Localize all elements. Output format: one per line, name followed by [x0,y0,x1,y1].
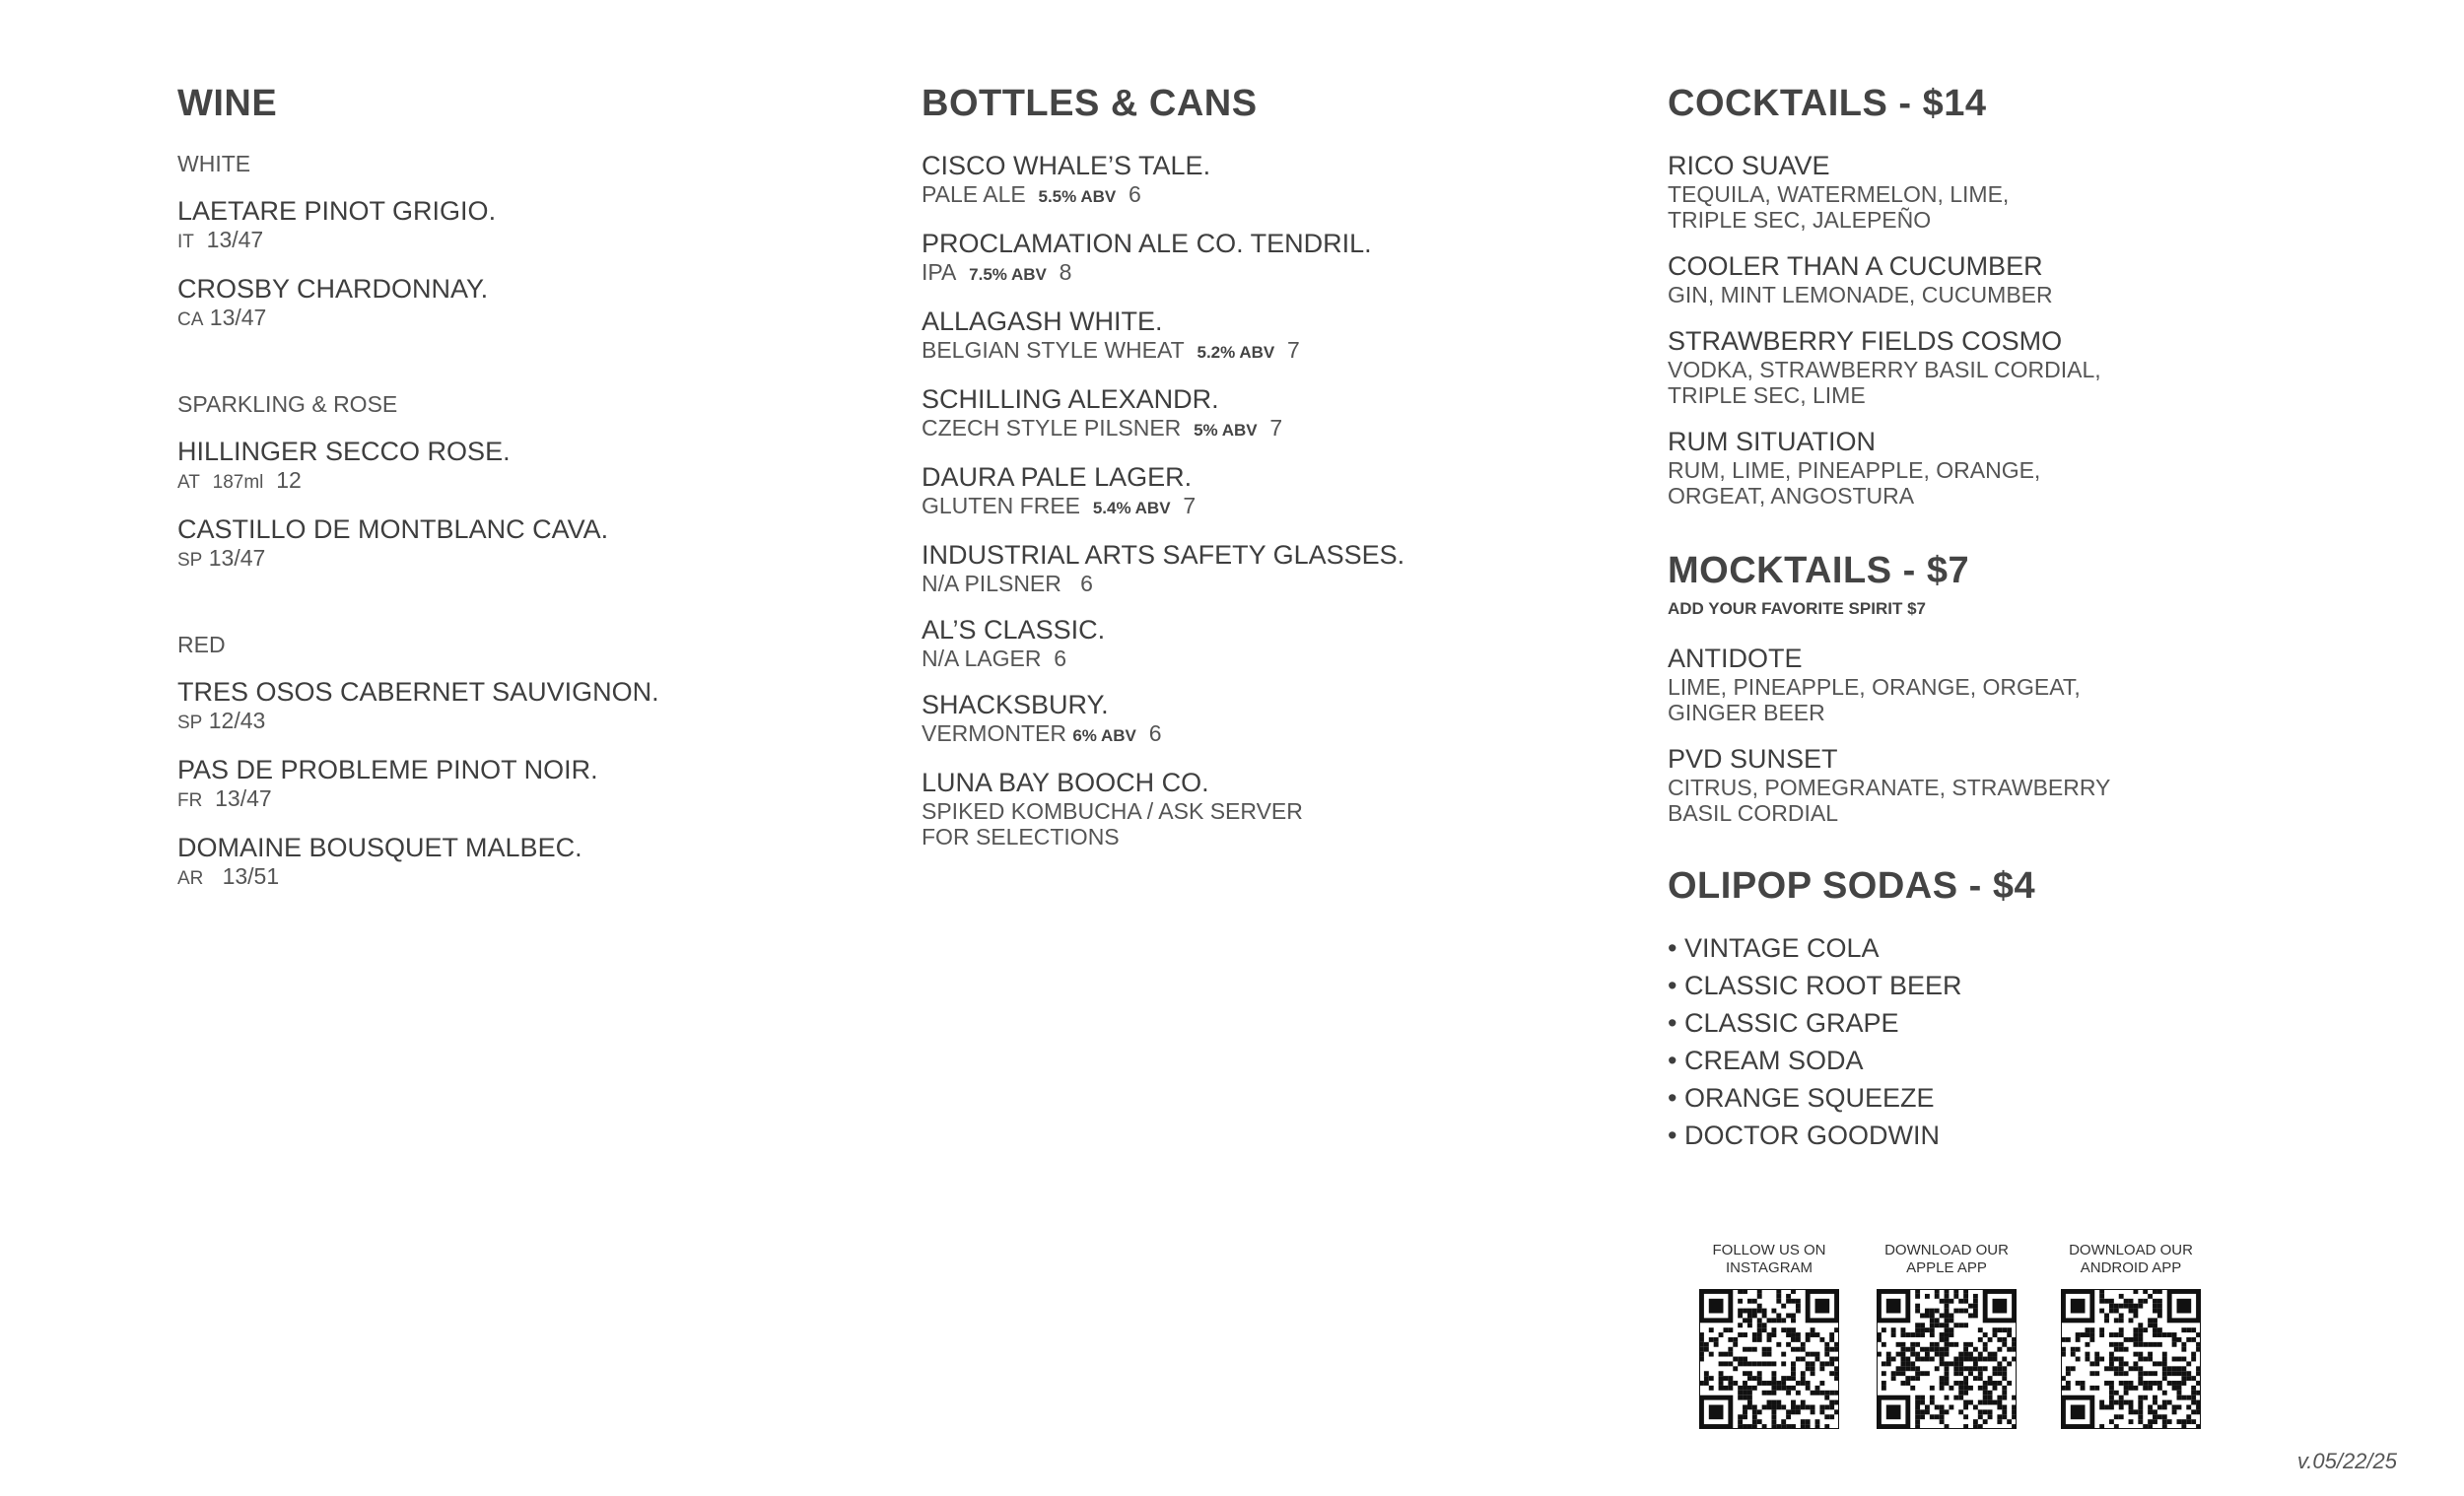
wine-origin: SP [177,713,203,733]
wine-name: HILLINGER SECCO ROSE. [177,437,511,466]
wine-price: 13/47 [209,305,267,330]
wine-price: 12 [276,467,302,493]
beer-name: SHACKSBURY. [922,690,1109,719]
wine-item [177,832,867,892]
wine-column [177,81,867,910]
beer-name: AL’S CLASSIC. [922,615,1106,645]
wine-item [177,676,867,736]
cocktail-item [1668,325,2397,408]
beer-item [922,539,1611,596]
cocktail-name: COOLER THAN A CUCUMBER [1668,251,2043,281]
soda-item: • CREAM SODA [1668,1046,1864,1075]
beer-item [922,767,1611,850]
version-label: v.05/22/25 [2296,1449,2397,1473]
beer-item [922,689,1611,749]
wine-section-sparkling-label: SPARKLING & ROSE [177,391,398,417]
wine-name: CROSBY CHARDONNAY. [177,274,489,304]
beer-style: IPA [922,259,957,285]
beer-price: 7 [1269,415,1283,441]
beer-name: ALLAGASH WHITE. [922,306,1163,336]
cocktail-name: RUM SITUATION [1668,427,1876,456]
beer-style: PALE ALE [922,181,1026,207]
cocktail-ingredients-continued: TRIPLE SEC, LIME [1668,382,1866,408]
mocktail-ingredients: LIME, PINEAPPLE, ORANGE, ORGEAT, [1668,674,2081,700]
instagram-qr-code-icon[interactable] [1699,1289,1839,1429]
beer-name: LUNA BAY BOOCH CO. [922,768,1209,797]
soda-item: • CLASSIC ROOT BEER [1668,971,1962,1000]
mocktail-item [1668,743,2397,826]
android-app-qr-code-icon[interactable] [2061,1289,2201,1429]
beer-name: PROCLAMATION ALE CO. TENDRIL. [922,229,1372,258]
wine-origin: AR [177,868,204,889]
soda-item: • ORANGE SQUEEZE [1668,1083,1935,1113]
beer-price: 7 [1287,337,1300,363]
beer-style: VERMONTER [922,720,1066,746]
mocktails-note: ADD YOUR FAVORITE SPIRIT $7 [1668,599,1926,618]
wine-name: TRES OSOS CABERNET SAUVIGNON. [177,677,659,707]
drinks-column [1668,81,2397,1157]
wine-heading: WINE [177,83,278,124]
beer-style: N/A LAGER [922,646,1042,671]
wine-price: 12/43 [208,708,266,733]
bottles-heading: BOTTLES & CANS [922,83,1258,124]
apple-app-qr-code-icon[interactable] [1877,1289,2017,1429]
wine-item [177,754,867,814]
cocktail-ingredients-continued: TRIPLE SEC, JALEPEÑO [1668,207,1932,233]
beer-abv: 5.5% ABV [1038,187,1117,206]
beer-name: SCHILLING ALEXANDR. [922,384,1219,414]
wine-price: 13/47 [215,785,272,811]
beer-abv: 5.2% ABV [1197,343,1275,362]
mocktail-name: PVD SUNSET [1668,744,1838,774]
beer-name: CISCO WHALE’S TALE. [922,151,1211,180]
soda-item: • DOCTOR GOODWIN [1668,1121,1940,1150]
beer-item [922,306,1611,366]
cocktail-ingredients: GIN, MINT LEMONADE, CUCUMBER [1668,282,2053,307]
cocktails-heading: COCKTAILS - $14 [1668,83,1987,124]
beer-price: 7 [1183,493,1197,518]
beer-name: INDUSTRIAL ARTS SAFETY GLASSES. [922,540,1405,570]
beer-style: CZECH STYLE PILSNER [922,415,1182,441]
beer-style: SPIKED KOMBUCHA / ASK SERVER [922,798,1303,824]
wine-name: LAETARE PINOT GRIGIO. [177,196,497,226]
mocktail-ingredients-continued: GINGER BEER [1668,700,1825,725]
wine-section-red-label: RED [177,632,226,657]
beer-item [922,228,1611,288]
beer-price: 8 [1059,259,1072,285]
beer-abv: 7.5% ABV [969,265,1047,284]
cocktail-item [1668,250,2397,307]
soda-list [1668,932,2397,1151]
qr-label: DOWNLOAD OUR APPLE APP [1884,1242,2009,1276]
mocktail-ingredients-continued: BASIL CORDIAL [1668,800,1838,826]
beer-style: N/A PILSNER [922,571,1061,596]
soda-item: • CLASSIC GRAPE [1668,1008,1899,1038]
cocktail-item [1668,426,2397,509]
wine-origin: SP [177,550,203,571]
wine-name: DOMAINE BOUSQUET MALBEC. [177,833,582,862]
beer-abv: 5.4% ABV [1092,499,1171,517]
wine-price: 13/51 [222,863,280,889]
wine-price: 13/47 [206,227,264,252]
mocktail-name: ANTIDOTE [1668,644,1803,673]
soda-item: • VINTAGE COLA [1668,933,1880,963]
cocktail-item [1668,150,2397,233]
instagram-qr-block[interactable] [1695,1242,1843,1434]
qr-label: DOWNLOAD OUR ANDROID APP [2069,1242,2193,1276]
wine-price: 13/47 [208,545,266,571]
cocktail-name: RICO SUAVE [1668,151,1830,180]
cocktail-ingredients: VODKA, STRAWBERRY BASIL CORDIAL, [1668,357,2101,382]
beer-name: DAURA PALE LAGER. [922,462,1193,492]
cocktail-ingredients: TEQUILA, WATERMELON, LIME, [1668,181,2010,207]
cocktail-ingredients-continued: ORGEAT, ANGOSTURA [1668,483,1915,509]
wine-item [177,513,867,574]
beer-item [922,614,1611,671]
wine-name: PAS DE PROBLEME PINOT NOIR. [177,755,598,784]
beer-style-continued: FOR SELECTIONS [922,824,1120,850]
beer-style: GLUTEN FREE [922,493,1081,518]
beer-price: 6 [1129,181,1141,207]
beer-abv: 6% ABV [1072,726,1136,745]
cocktail-ingredients: RUM, LIME, PINEAPPLE, ORANGE, [1668,457,2041,483]
apple-app-qr-block[interactable] [1873,1242,2020,1434]
wine-size: 187ml [212,472,264,493]
sodas-heading: OLIPOP SODAS - $4 [1668,865,2036,907]
mocktail-item [1668,643,2397,725]
qr-label: FOLLOW US ON INSTAGRAM [1712,1242,1826,1276]
beer-item [922,150,1611,210]
beer-price: 6 [1054,646,1067,671]
beer-item [922,461,1611,521]
wine-item [177,273,867,333]
wine-section-white-label: WHITE [177,151,251,176]
wine-origin: AT [177,472,200,493]
beer-style: BELGIAN STYLE WHEAT [922,337,1185,363]
wine-origin: FR [177,790,203,811]
wine-name: CASTILLO DE MONTBLANC CAVA. [177,514,609,544]
wine-origin: IT [177,232,194,252]
beer-abv: 5% ABV [1194,421,1258,440]
wine-item [177,195,867,255]
android-app-qr-block[interactable] [2057,1242,2205,1434]
beer-price: 6 [1148,720,1162,746]
beer-item [922,383,1611,443]
wine-origin: CA [177,309,204,330]
beer-price: 6 [1080,571,1093,596]
mocktails-heading: MOCKTAILS - $7 [1668,550,1970,591]
bottles-column [922,81,1611,867]
mocktail-ingredients: CITRUS, POMEGRANATE, STRAWBERRY [1668,775,2111,800]
cocktail-name: STRAWBERRY FIELDS COSMO [1668,326,2063,356]
wine-item [177,436,867,496]
